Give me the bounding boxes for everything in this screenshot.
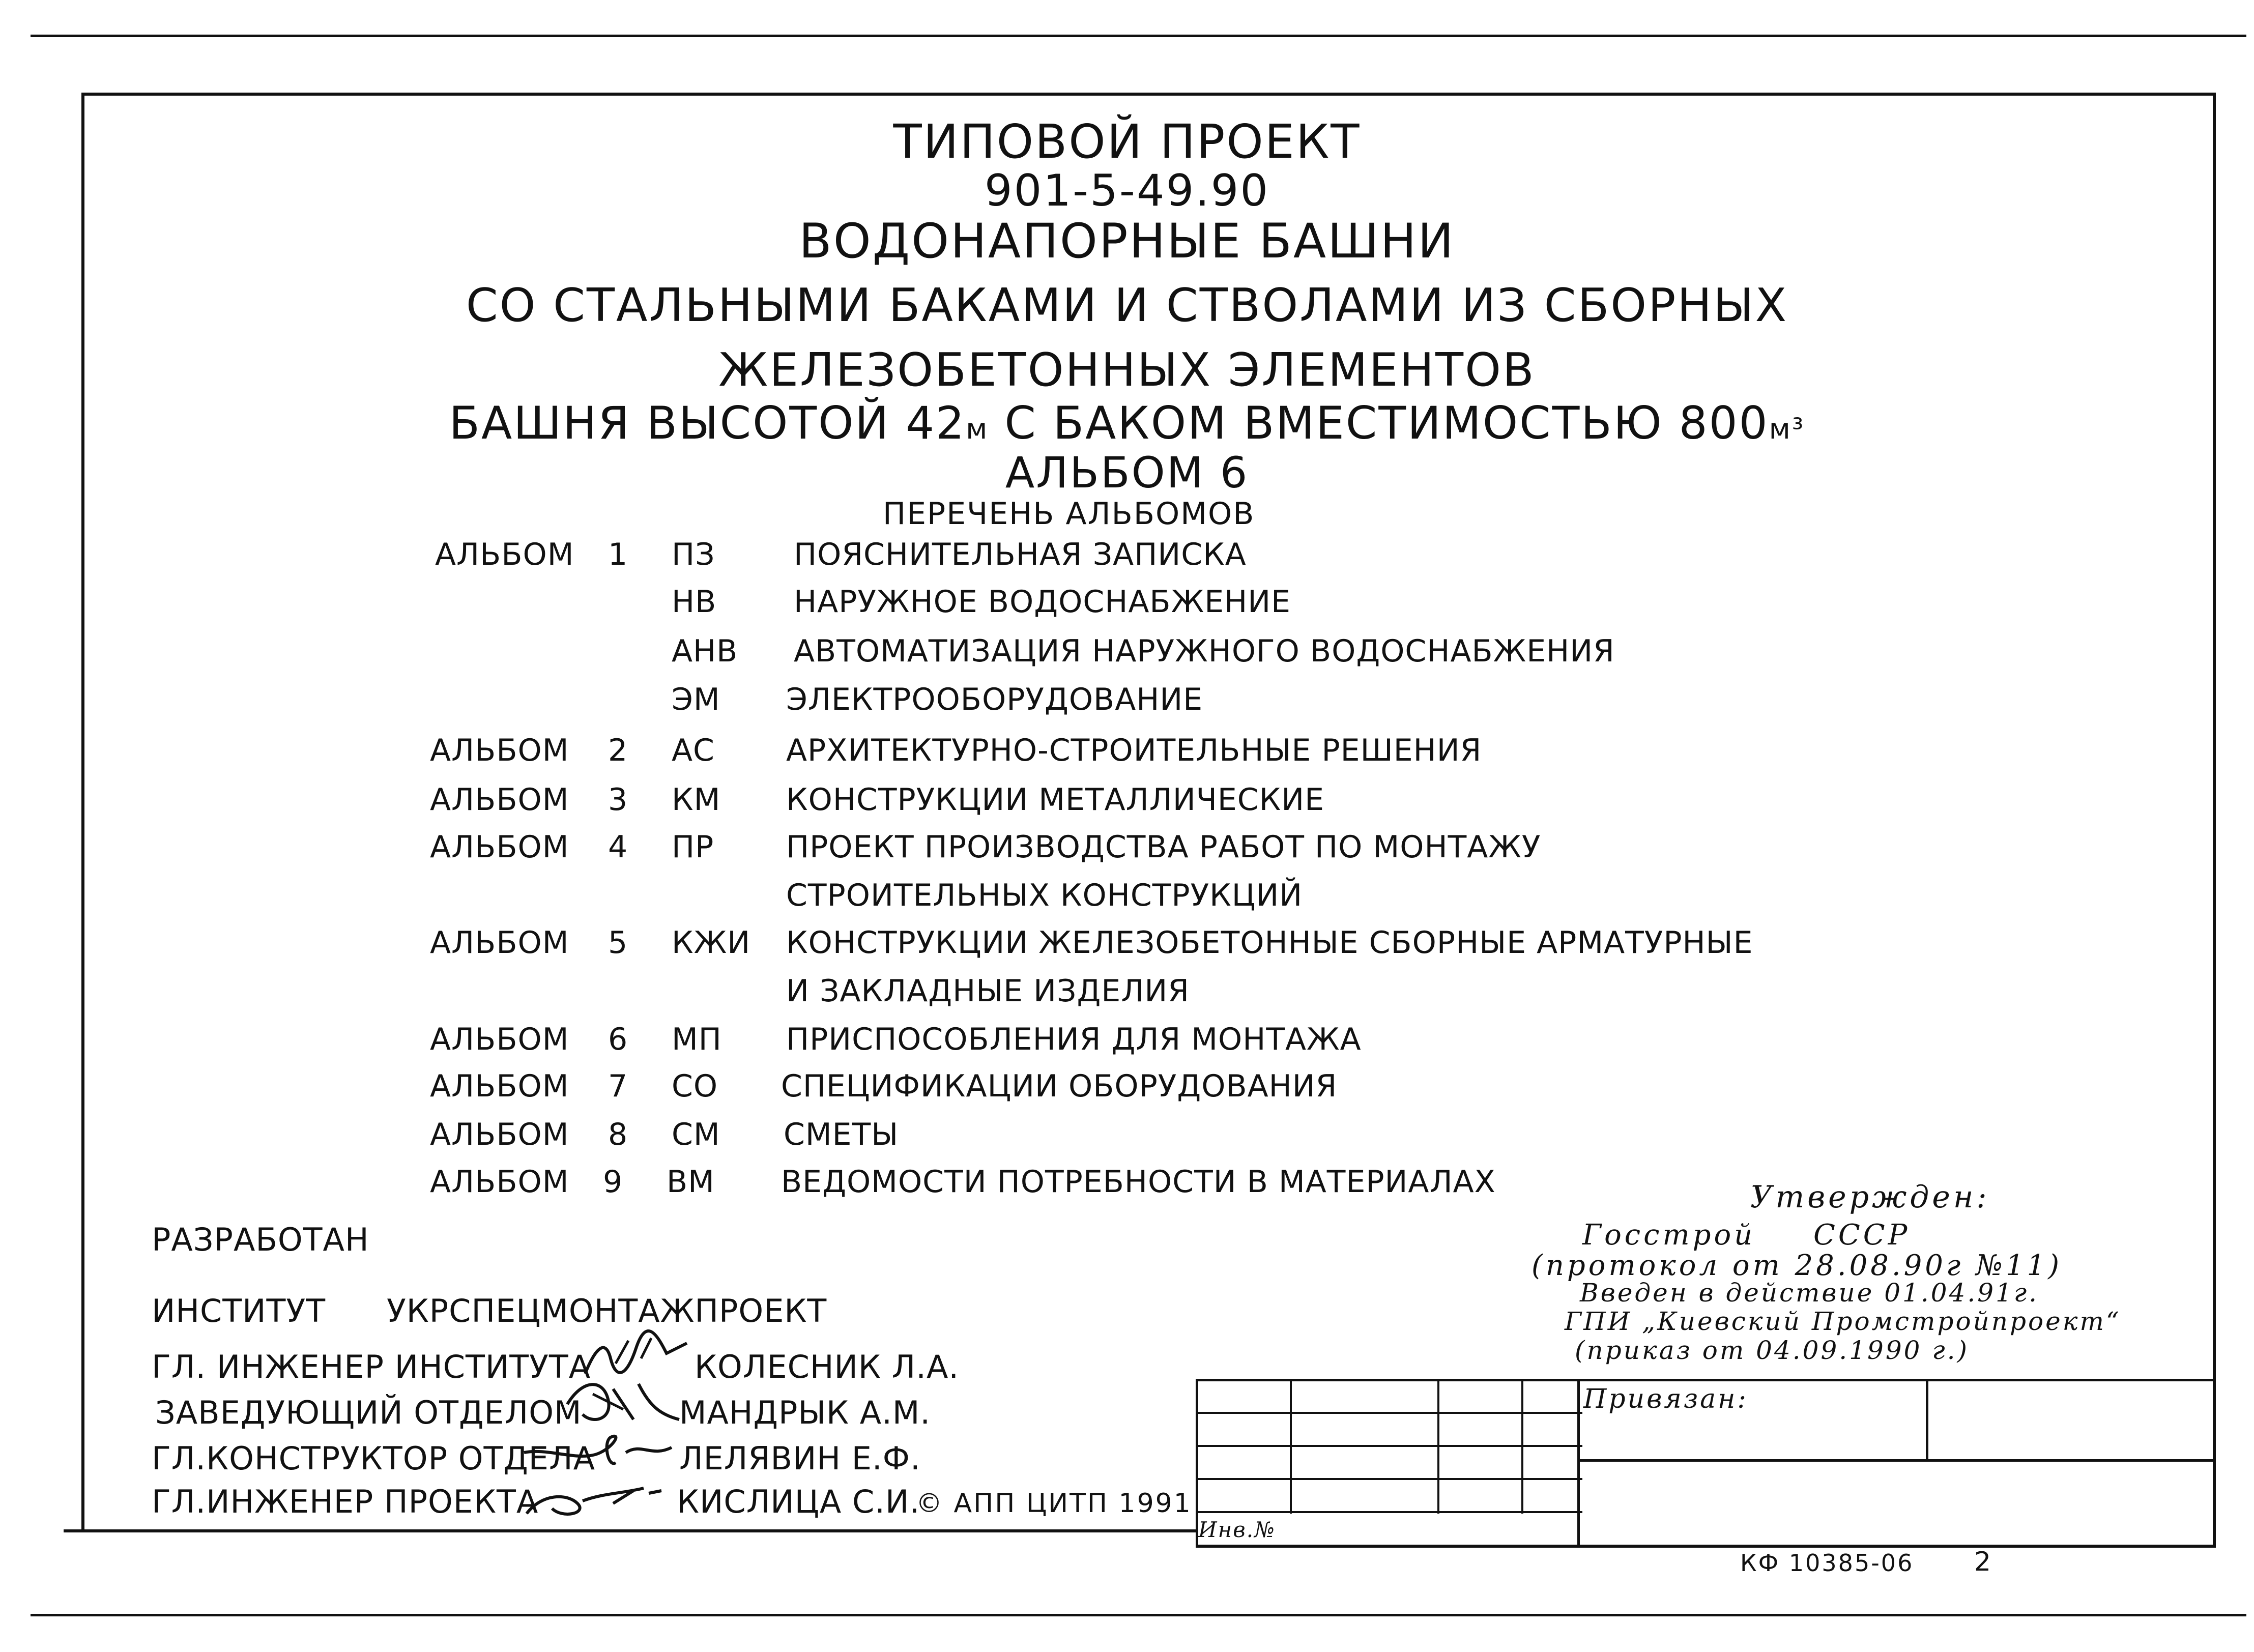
list-item: АЛЬБОМ (430, 1164, 569, 1200)
inventory-number-label: Инв.№ (1198, 1517, 1276, 1542)
signature-project-engineer (522, 1473, 664, 1529)
list-item: АЛЬБОМ (435, 537, 574, 572)
signature-department-head (562, 1374, 684, 1430)
staff-role: ГЛ.ИНЖЕНЕР ПРОЕКТА (152, 1483, 539, 1520)
title-line-6 (0, 397, 2254, 449)
bottom-rule (31, 1614, 2246, 1616)
title-line-4: СО СТАЛЬНЫМИ БАКАМИ И СТВОЛАМИ ИЗ СБОРНЫХ (466, 279, 1788, 332)
frame-top (81, 93, 2216, 96)
list-item: АНВ (672, 633, 738, 669)
staff-name: МАНДРЫК А.М. (679, 1394, 931, 1431)
copyright-note: © АПП ЦИТП 1991 (916, 1488, 1192, 1519)
approval-line-3: (протокол от 28.08.90г №11) (1531, 1249, 2063, 1282)
unit-meter: м (966, 413, 989, 446)
title-line-1: ТИПОВОЙ ПРОЕКТ (893, 114, 1361, 169)
staff-role: ГЛ.КОНСТРУКТОР ОТДЕЛА (152, 1440, 596, 1477)
staff-role: ГЛ. ИНЖЕНЕР ИНСТИТУТА (152, 1348, 591, 1385)
unit-cubic-meter: м³ (1769, 413, 1805, 446)
institute-label: ИНСТИТУТ (152, 1292, 326, 1329)
institute-name: УКРСПЕЦМОНТАЖПРОЕКТ (387, 1292, 827, 1329)
list-item: НВ (672, 584, 717, 620)
list-item: ЭМ (672, 682, 720, 717)
list-item: АЛЬБОМ (430, 733, 569, 768)
list-item: И ЗАКЛАДНЫЕ ИЗДЕЛИЯ (786, 973, 1190, 1009)
staff-role: ЗАВЕДУЮЩИЙ ОТДЕЛОМ (155, 1394, 582, 1431)
staff-name: КОЛЕСНИК Л.А. (695, 1348, 960, 1385)
staff-name: КИСЛИЦА С.И. (677, 1483, 920, 1520)
frame-bottom (64, 1529, 1196, 1532)
list-item: АЛЬБОМ (430, 1022, 569, 1057)
list-item: АЛЬБОМ (430, 1068, 569, 1104)
list-item: АЛЬБОМ (430, 829, 569, 865)
signature-chief-designer (519, 1422, 682, 1478)
list-item: АЛЬБОМ (430, 782, 569, 818)
list-item: АЛЬБОМ (430, 925, 569, 961)
album-title: АЛЬБОМ 6 (1005, 448, 1249, 498)
title-line-3: ВОДОНАПОРНЫЕ БАШНИ (799, 214, 1455, 269)
staff-name: ЛЕЛЯВИН Е.Ф. (679, 1440, 921, 1477)
tank-volume-text: С БАКОМ ВМЕСТИМОСТЬЮ 800 (1004, 397, 1769, 449)
list-item: АЛЬБОМ (430, 1117, 569, 1152)
approval-line-6: (приказ от 04.09.1990 г.) (1575, 1336, 1969, 1365)
title-line-5: ЖЕЛЕЗОБЕТОННЫХ ЭЛЕМЕНТОВ (718, 343, 1536, 397)
developed-label: РАЗРАБОТАН (152, 1221, 369, 1258)
bound-label: Привязан: (1583, 1384, 1748, 1414)
top-rule (31, 35, 2246, 37)
album-list-heading: ПЕРЕЧЕНЬ АЛЬБОМОВ (883, 496, 1255, 532)
approval-line-5: ГПИ „Киевский Промстройпроект“ (1565, 1307, 2121, 1336)
page-number: 2 (1974, 1547, 1991, 1577)
project-number: 901-5-49.90 (984, 165, 1270, 216)
frame-bottom-right (1196, 1545, 2216, 1548)
approval-line-4: Введен в действие 01.04.91г. (1580, 1278, 2039, 1308)
document-code: КФ 10385-06 (1740, 1549, 1914, 1577)
tower-height-text: БАШНЯ ВЫСОТОЙ 42 (449, 397, 966, 449)
list-item: СТРОИТЕЛЬНЫХ КОНСТРУКЦИЙ (786, 878, 1303, 913)
approval-line-1: Утвержден: (1750, 1179, 1990, 1215)
approval-line-2: Госстрой СССР (1582, 1219, 1911, 1252)
